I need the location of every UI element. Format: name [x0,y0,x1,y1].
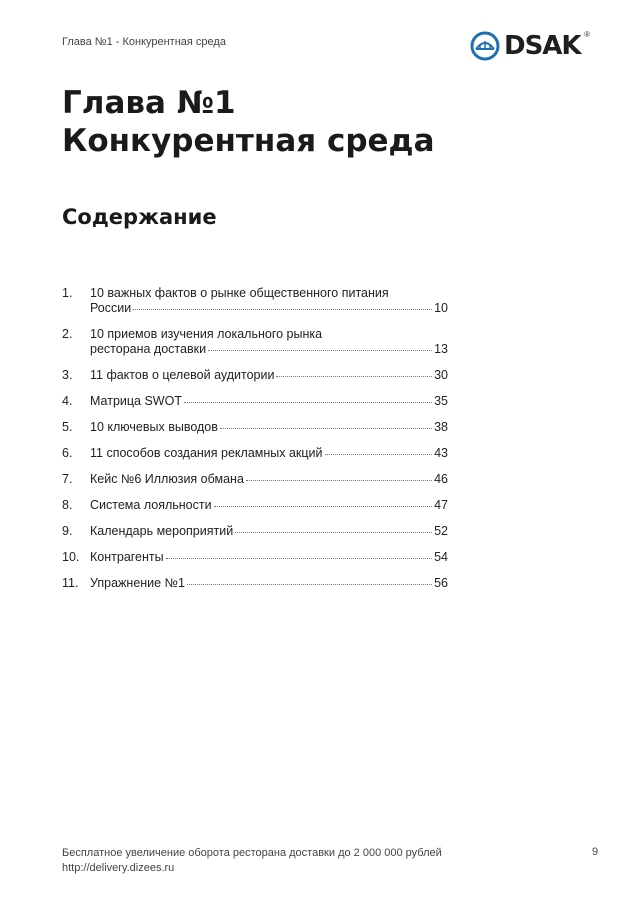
toc-item-number: 5. [62,420,73,434]
toc-item-line [90,301,448,316]
toc-item-title: Упражнение №1 [90,576,185,590]
toc-item-title: России [90,301,132,315]
toc-item-body [90,576,448,591]
toc-item[interactable] [62,394,448,409]
toc-item-number: 2. [62,327,73,341]
toc-item[interactable] [62,472,448,487]
toc-item-title: 11 фактов о целевой аудитории [90,368,275,382]
toc-item-page: 52 [434,524,448,538]
toc-dot-leader [246,480,432,481]
chapter-title-line2: Конкурентная среда [62,123,435,159]
toc-item-body [90,420,448,435]
toc-item-page: 10 [434,301,448,315]
toc-item[interactable] [62,550,448,565]
toc-dot-leader [325,454,433,455]
toc-item-line [90,342,448,357]
toc-heading: Содержание [62,205,217,229]
footer-tagline: Бесплатное увеличение оборота ресторана доставки до 2 000 000 рублей [62,847,442,859]
toc-dot-leader [133,309,432,310]
toc-item-number: 7. [62,472,73,486]
toc-item[interactable] [62,327,448,357]
toc-dot-leader [208,350,432,351]
toc-item-line [90,550,448,565]
toc-item-body [90,368,448,383]
toc-item-line [90,394,448,409]
toc-item-page: 46 [434,472,448,486]
toc-item-body [90,472,448,487]
toc-dot-leader [214,506,433,507]
logo-text: DSAK [504,31,581,61]
registered-mark: ® [584,30,590,39]
toc-item-title: Контрагенты [90,550,164,564]
toc-item-number: 8. [62,498,73,512]
toc-item-page: 30 [434,368,448,382]
toc-item[interactable] [62,524,448,539]
toc-item-line [90,420,448,435]
toc-item-number: 10. [62,550,80,564]
toc-item-page: 38 [434,420,448,434]
toc-item-number: 9. [62,524,73,538]
toc-dot-leader [235,532,432,533]
dsak-logo [470,26,590,66]
toc-item-number: 1. [62,286,73,300]
chapter-title [62,84,434,160]
toc-item-line [90,472,448,487]
toc-dot-leader [220,428,432,429]
toc-item-body [90,498,448,513]
footer [62,846,442,876]
toc-item-page: 47 [434,498,448,512]
toc-dot-leader [166,558,432,559]
toc-item-number: 11. [62,576,79,590]
toc-dot-leader [184,402,432,403]
dsak-logo-icon [470,31,500,61]
toc-item-title: Система лояльности [90,498,212,512]
toc-item[interactable] [62,446,448,461]
toc-item-title-first-line: 10 важных фактов о рынке общественного питания [90,286,389,300]
toc-item[interactable] [62,420,448,435]
table-of-contents [62,286,448,602]
page-number: 9 [592,846,599,858]
toc-dot-leader [187,584,432,585]
toc-item-title: Календарь мероприятий [90,524,234,538]
toc-item-line [90,524,448,539]
toc-item-page: 54 [434,550,448,564]
toc-item-page: 56 [434,576,448,590]
toc-item-body [90,286,448,316]
toc-item-page: 43 [434,446,448,460]
footer-url[interactable]: http://delivery.dizees.ru [62,862,175,874]
chapter-title-line1: Глава №1 [62,85,236,121]
toc-item-line [90,498,448,513]
toc-item[interactable] [62,368,448,383]
toc-item-body [90,394,448,409]
toc-item[interactable] [62,286,448,316]
toc-item-title: 11 способов создания рекламных акций [90,446,323,460]
toc-item[interactable] [62,576,448,591]
toc-item-title: ресторана доставки [90,342,207,356]
toc-item-title: Кейс №6 Иллюзия обмана [90,472,244,486]
toc-item-number: 3. [62,368,73,382]
toc-item-title-first-line: 10 приемов изучения локального рынка [90,327,323,341]
toc-item[interactable] [62,498,448,513]
toc-item-title: Матрица SWOT [90,394,182,408]
toc-item-title: 10 ключевых выводов [90,420,218,434]
toc-item-body [90,550,448,565]
toc-item-line [90,368,448,383]
toc-item-body [90,524,448,539]
toc-item-line [90,446,448,461]
toc-item-body [90,446,448,461]
toc-item-page: 35 [434,394,448,408]
running-header: Глава №1 - Конкурентная среда [62,36,226,48]
toc-item-line [90,576,448,591]
toc-dot-leader [276,376,432,377]
toc-item-body [90,327,448,357]
toc-item-number: 4. [62,394,73,408]
toc-item-number: 6. [62,446,73,460]
toc-item-page: 13 [434,342,448,356]
